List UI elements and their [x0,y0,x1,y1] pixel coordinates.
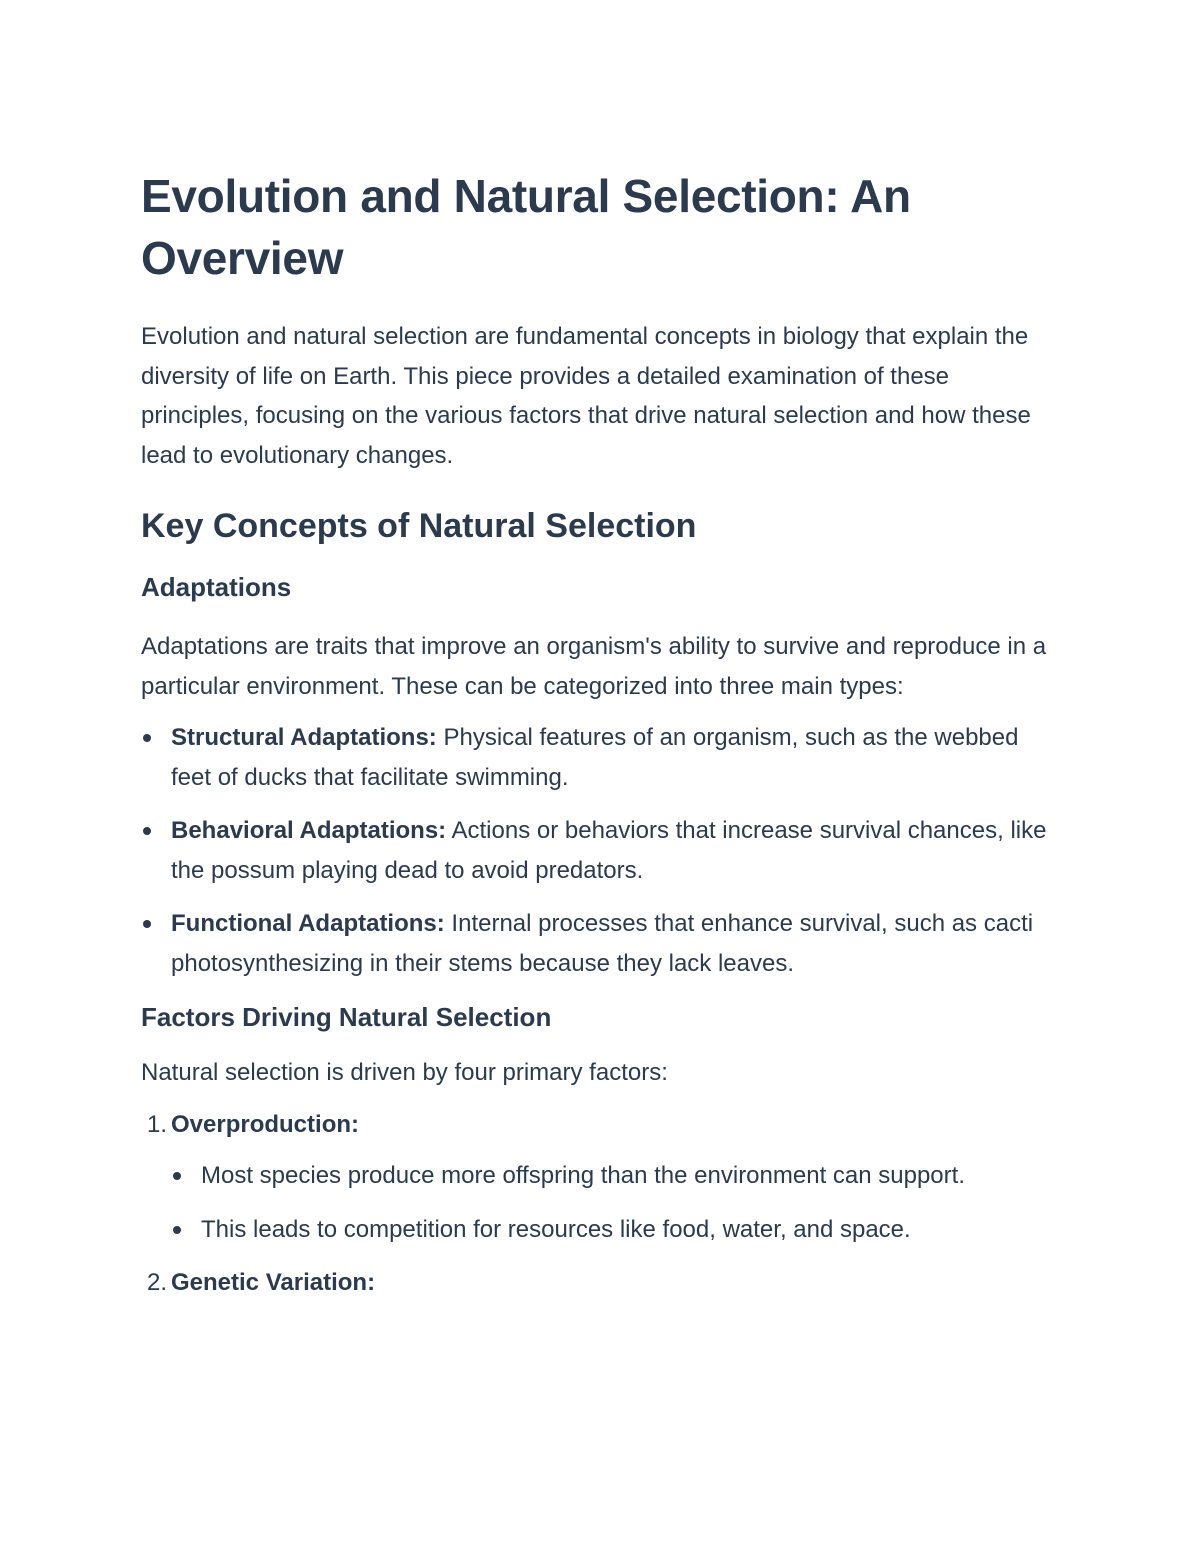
numbered-item [141,1263,1061,1303]
factors-list [141,1105,1061,1303]
list-item-term: Functional Adaptations: [171,910,445,937]
list-item-term: Behavioral Adaptations: [171,817,447,844]
bullet-icon [173,1226,181,1234]
bullet-icon [143,827,151,835]
factors-paragraph: Natural selection is driven by four primary factors: [141,1059,668,1086]
sub-list [171,1156,1061,1249]
subheading-adaptations: Adaptations [141,572,292,602]
sub-list-item-text: Most species produce more offspring than the environment can support. [201,1162,965,1189]
numbered-item [141,1105,1061,1250]
intro-paragraph: Evolution and natural selection are fundamental concepts in biology that explain the diversity of life on Earth. This piece provides a detailed examination of these principles, focusing on the various factors that drive natural selection and how these lead to evolutionary changes. [141,323,1031,469]
list-item-desc: Physical features of an organism, such as the webbed feet of ducks that facilitate swimming. [171,724,1019,791]
list-item-desc: Actions or behaviors that increase survival chances, like the possum playing dead to avoid predators. [171,817,1047,884]
list-number: 2. [146,1269,167,1296]
adaptations-list [141,718,1061,983]
section-heading-key-concepts: Key Concepts of Natural Selection [141,507,697,545]
page-title: Evolution and Natural Selection: An Overview [141,170,911,284]
document-page [141,165,1061,1317]
list-item-term: Structural Adaptations: [171,724,437,751]
sub-list-item-text: This leads to competition for resources like food, water, and space. [201,1215,911,1243]
subheading-factors: Factors Driving Natural Selection [141,1002,552,1032]
list-item [141,811,1061,890]
list-item [141,718,1061,797]
list-item-desc: Internal processes that enhance survival, such as cacti photosynthesizing in their stems because they lack leaves. [171,910,1034,977]
sub-list-item [171,1156,1061,1196]
list-item-term: Genetic Variation: [171,1269,376,1296]
list-item-term: Overproduction: [171,1110,360,1138]
adaptations-paragraph: Adaptations are traits that improve an organism's ability to survive and reproduce in a particular environment. These can be categorized into three main types: [141,633,1047,700]
bullet-icon [143,920,151,928]
list-number: 1. [146,1110,167,1138]
sub-list-item [171,1210,1061,1250]
bullet-icon [173,1172,181,1180]
list-item [141,904,1061,983]
bullet-icon [143,734,151,742]
